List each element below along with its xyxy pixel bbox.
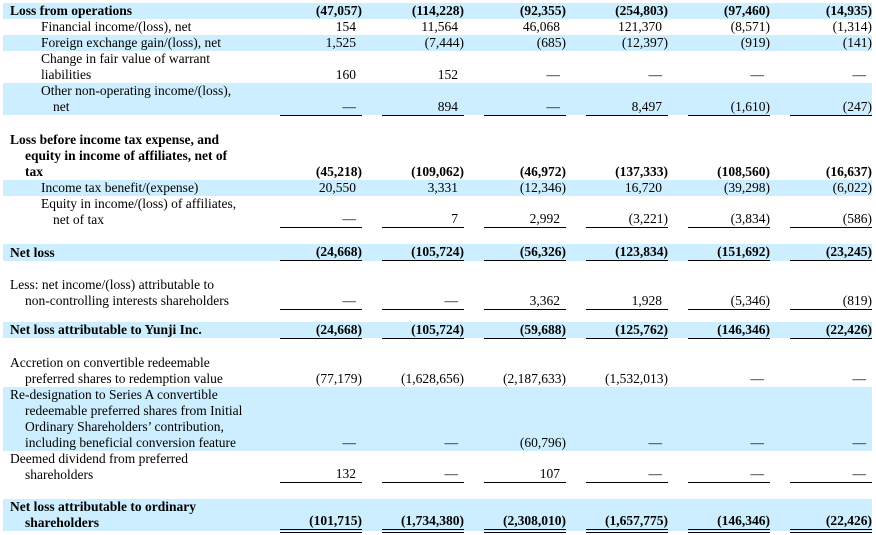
value-cell: (16,637): [825, 163, 872, 179]
row-label: [3, 277, 260, 309]
column-gap: [362, 83, 382, 115]
column-gap: [668, 35, 688, 51]
column-gap: [362, 451, 382, 483]
column-gap: [770, 499, 790, 531]
spacer-row: [3, 115, 872, 132]
value-cell: 152: [437, 67, 458, 82]
row-label-line: net: [53, 99, 70, 114]
value-cell: (92,355): [519, 3, 566, 18]
table-row: [3, 499, 872, 531]
value-cell: (919): [740, 35, 770, 50]
row-label: [3, 355, 260, 387]
row-label-line: redeemable preferred shares from Initial: [25, 402, 243, 418]
column-gap: [464, 387, 484, 451]
row-label-line: preferred shares to redemption value: [25, 370, 223, 386]
table-row: [3, 180, 872, 196]
column-gap: [566, 355, 586, 387]
row-label-line: equity in income of affiliates, net of: [25, 147, 228, 163]
value-cell: (24,668): [280, 244, 362, 261]
value-cell: 160: [335, 67, 356, 82]
spacer-cell: [3, 261, 872, 278]
column-gap: [362, 180, 382, 196]
value-cell: (1,657,775): [586, 499, 668, 531]
row-label-line: Deemed dividend from preferred: [10, 450, 189, 466]
value-cell: 8,497: [586, 83, 668, 115]
row-label: [3, 322, 260, 339]
column-gap: [464, 244, 484, 261]
value-cell: (123,834): [586, 244, 668, 261]
column-gap: [668, 83, 688, 115]
value-cell: (7,444): [424, 35, 464, 50]
table-row: [3, 19, 872, 35]
value-cell: (141): [842, 35, 872, 50]
column-gap: [770, 196, 790, 228]
row-label-line: Equity in income/(loss) of affiliates,: [41, 195, 237, 211]
column-gap: [260, 196, 280, 228]
value-cell: (8,571): [730, 19, 770, 34]
column-gap: [668, 387, 688, 451]
value-cell: 154: [335, 19, 356, 34]
value-cell: (137,333): [615, 163, 668, 179]
value-cell: (60,796): [519, 434, 566, 450]
value-cell: 7: [382, 196, 464, 228]
column-gap: [566, 83, 586, 115]
column-gap: [668, 3, 688, 19]
column-gap: [260, 499, 280, 531]
spacer-row: [3, 483, 872, 500]
value-cell: (56,326): [484, 244, 566, 261]
column-gap: [260, 35, 280, 51]
value-cell: —: [484, 83, 566, 115]
column-gap: [566, 451, 586, 483]
value-cell: (3,221): [586, 196, 668, 228]
spacer-row: [3, 338, 872, 355]
spacer-row: [3, 309, 872, 322]
value-cell: 121,370: [618, 19, 662, 34]
value-cell: —: [750, 67, 764, 82]
value-cell: (45,218): [315, 163, 362, 179]
row-label-line: Loss from operations: [10, 3, 133, 18]
value-cell: 46,068: [522, 19, 560, 34]
column-gap: [464, 51, 484, 83]
row-label-line: Net loss attributable to ordinary: [10, 499, 196, 514]
value-cell: (1,628,656): [401, 370, 464, 386]
value-cell: (22,426): [790, 499, 872, 531]
row-label: [3, 180, 260, 196]
column-gap: [464, 83, 484, 115]
row-label: [3, 19, 260, 35]
financial-table-body: [3, 3, 872, 531]
column-gap: [260, 180, 280, 196]
column-gap: [260, 19, 280, 35]
value-cell: —: [648, 67, 662, 82]
value-cell: (819): [790, 277, 872, 309]
column-gap: [362, 132, 382, 180]
value-cell: (23,245): [790, 244, 872, 261]
table-row: [3, 244, 872, 261]
table-row: [3, 3, 872, 19]
value-cell: (586): [790, 196, 872, 228]
value-cell: (105,724): [382, 322, 464, 339]
value-cell: —: [444, 434, 458, 450]
column-gap: [668, 322, 688, 339]
column-gap: [668, 51, 688, 83]
value-cell: (2,308,010): [484, 499, 566, 531]
row-label-line: Income tax benefit/(expense): [41, 179, 199, 195]
column-gap: [770, 51, 790, 83]
row-label-line: shareholders: [25, 515, 100, 530]
row-label: [3, 196, 260, 228]
column-gap: [260, 132, 280, 180]
column-gap: [668, 132, 688, 180]
value-cell: (5,346): [688, 277, 770, 309]
spacer-cell: [3, 309, 872, 322]
value-cell: (114,228): [411, 3, 464, 18]
value-cell: 20,550: [318, 179, 356, 195]
value-cell: —: [280, 196, 362, 228]
column-gap: [362, 51, 382, 83]
value-cell: (77,179): [315, 370, 362, 386]
value-cell: (105,724): [382, 244, 464, 261]
column-gap: [566, 196, 586, 228]
value-cell: (2,187,633): [503, 370, 566, 386]
value-cell: —: [382, 451, 464, 483]
row-label: [3, 132, 260, 180]
column-gap: [362, 322, 382, 339]
column-gap: [260, 387, 280, 451]
column-gap: [668, 277, 688, 309]
column-gap: [668, 451, 688, 483]
row-label: [3, 3, 260, 19]
table-row: [3, 355, 872, 387]
value-cell: —: [280, 83, 362, 115]
value-cell: (12,397): [621, 35, 668, 50]
row-label-line: tax: [25, 163, 43, 179]
column-gap: [770, 83, 790, 115]
column-gap: [362, 387, 382, 451]
value-cell: 16,720: [624, 179, 662, 195]
row-label-line: Foreign exchange gain/(loss), net: [41, 35, 221, 50]
column-gap: [566, 322, 586, 339]
table-row: [3, 451, 872, 483]
value-cell: (247): [790, 83, 872, 115]
value-cell: (39,298): [723, 179, 770, 195]
row-label: [3, 51, 260, 83]
column-gap: [770, 19, 790, 35]
value-cell: (59,688): [484, 322, 566, 339]
value-cell: 894: [382, 83, 464, 115]
table-row: [3, 387, 872, 451]
row-label: [3, 244, 260, 261]
column-gap: [668, 355, 688, 387]
column-gap: [260, 322, 280, 339]
value-cell: (146,346): [688, 322, 770, 339]
value-cell: 2,992: [484, 196, 566, 228]
value-cell: 3,331: [427, 179, 458, 195]
row-label-line: liabilities: [41, 67, 92, 82]
table-row: [3, 83, 872, 115]
column-gap: [362, 19, 382, 35]
value-cell: (46,972): [519, 163, 566, 179]
spacer-row: [3, 228, 872, 245]
row-label-line: non-controlling interests shareholders: [25, 293, 229, 308]
value-cell: —: [688, 451, 770, 483]
row-label-line: Net loss: [10, 244, 55, 260]
value-cell: —: [852, 67, 866, 82]
column-gap: [362, 277, 382, 309]
table-row: [3, 277, 872, 309]
value-cell: —: [852, 370, 866, 386]
table-row: [3, 51, 872, 83]
value-cell: 1,928: [586, 277, 668, 309]
row-label-line: Less: net income/(loss) attributable to: [10, 277, 214, 292]
column-gap: [668, 19, 688, 35]
column-gap: [770, 322, 790, 339]
column-gap: [362, 196, 382, 228]
row-label-line: Financial income/(loss), net: [41, 19, 192, 34]
column-gap: [566, 387, 586, 451]
column-gap: [362, 244, 382, 261]
table-row: [3, 322, 872, 339]
value-cell: 107: [484, 451, 566, 483]
row-label-line: Ordinary Shareholders’ contribution,: [25, 418, 224, 434]
column-gap: [770, 387, 790, 451]
value-cell: —: [280, 277, 362, 309]
value-cell: —: [648, 434, 662, 450]
value-cell: 3,362: [484, 277, 566, 309]
column-gap: [464, 355, 484, 387]
value-cell: —: [546, 67, 560, 82]
column-gap: [668, 244, 688, 261]
value-cell: (151,692): [688, 244, 770, 261]
column-gap: [464, 180, 484, 196]
row-label-line: Change in fair value of warrant: [41, 51, 211, 66]
column-gap: [566, 180, 586, 196]
spacer-cell: [3, 228, 872, 245]
row-label: [3, 499, 260, 531]
row-label: [3, 451, 260, 483]
column-gap: [770, 244, 790, 261]
value-cell: —: [586, 451, 668, 483]
column-gap: [464, 132, 484, 180]
value-cell: (101,715): [280, 499, 362, 531]
column-gap: [260, 3, 280, 19]
column-gap: [362, 355, 382, 387]
value-cell: 1,525: [325, 35, 356, 50]
row-label: [3, 83, 260, 115]
row-label-line: shareholders: [25, 466, 94, 482]
value-cell: (12,346): [519, 179, 566, 195]
value-cell: (6,022): [832, 179, 872, 195]
column-gap: [464, 451, 484, 483]
column-gap: [566, 244, 586, 261]
column-gap: [566, 277, 586, 309]
row-label-line: Net loss attributable to Yunji Inc.: [10, 322, 202, 337]
column-gap: [770, 35, 790, 51]
row-label: [3, 35, 260, 51]
column-gap: [566, 3, 586, 19]
value-cell: —: [382, 277, 464, 309]
column-gap: [668, 499, 688, 531]
value-cell: (3,834): [688, 196, 770, 228]
value-cell: (97,460): [723, 3, 770, 18]
column-gap: [770, 451, 790, 483]
column-gap: [464, 499, 484, 531]
value-cell: 132: [280, 451, 362, 483]
column-gap: [770, 132, 790, 180]
value-cell: —: [852, 434, 866, 450]
column-gap: [770, 3, 790, 19]
column-gap: [464, 322, 484, 339]
column-gap: [770, 277, 790, 309]
value-cell: —: [342, 434, 356, 450]
value-cell: (254,803): [615, 3, 668, 18]
row-label-line: Loss before income tax expense, and: [10, 131, 219, 147]
column-gap: [566, 19, 586, 35]
value-cell: 11,564: [421, 19, 458, 34]
column-gap: [566, 35, 586, 51]
value-cell: (685): [536, 35, 566, 50]
column-gap: [260, 83, 280, 115]
value-cell: (108,560): [717, 163, 770, 179]
spacer-cell: [3, 483, 872, 500]
value-cell: —: [750, 370, 764, 386]
column-gap: [770, 180, 790, 196]
column-gap: [566, 51, 586, 83]
value-cell: —: [790, 451, 872, 483]
table-row: [3, 196, 872, 228]
value-cell: (125,762): [586, 322, 668, 339]
column-gap: [566, 132, 586, 180]
column-gap: [362, 499, 382, 531]
row-label-line: Re-designation to Series A convertible: [10, 386, 218, 402]
value-cell: —: [750, 434, 764, 450]
column-gap: [464, 3, 484, 19]
table-row: [3, 132, 872, 180]
column-gap: [464, 35, 484, 51]
column-gap: [668, 196, 688, 228]
value-cell: (146,346): [688, 499, 770, 531]
row-label-line: Accretion on convertible redeemable: [10, 354, 210, 370]
table-row: [3, 35, 872, 51]
column-gap: [260, 244, 280, 261]
column-gap: [260, 355, 280, 387]
value-cell: (1,610): [688, 83, 770, 115]
column-gap: [464, 196, 484, 228]
column-gap: [464, 277, 484, 309]
column-gap: [260, 451, 280, 483]
column-gap: [770, 355, 790, 387]
value-cell: (47,057): [315, 3, 362, 18]
row-label: [3, 387, 260, 451]
column-gap: [668, 180, 688, 196]
column-gap: [566, 499, 586, 531]
row-label-line: Other non-operating income/(loss),: [41, 83, 232, 98]
spacer-cell: [3, 338, 872, 355]
value-cell: (1,532,013): [605, 370, 668, 386]
column-gap: [362, 35, 382, 51]
column-gap: [260, 277, 280, 309]
spacer-cell: [3, 115, 872, 132]
value-cell: (22,426): [790, 322, 872, 339]
column-gap: [464, 19, 484, 35]
value-cell: (109,062): [411, 163, 464, 179]
row-label-line: net of tax: [53, 211, 104, 227]
value-cell: (24,668): [280, 322, 362, 339]
column-gap: [362, 3, 382, 19]
spacer-row: [3, 261, 872, 278]
column-gap: [260, 51, 280, 83]
financial-table: [3, 3, 872, 533]
value-cell: (1,314): [832, 19, 872, 34]
row-label-line: including beneficial conversion feature: [25, 434, 237, 450]
value-cell: (1,734,380): [382, 499, 464, 531]
value-cell: (14,935): [825, 3, 872, 18]
